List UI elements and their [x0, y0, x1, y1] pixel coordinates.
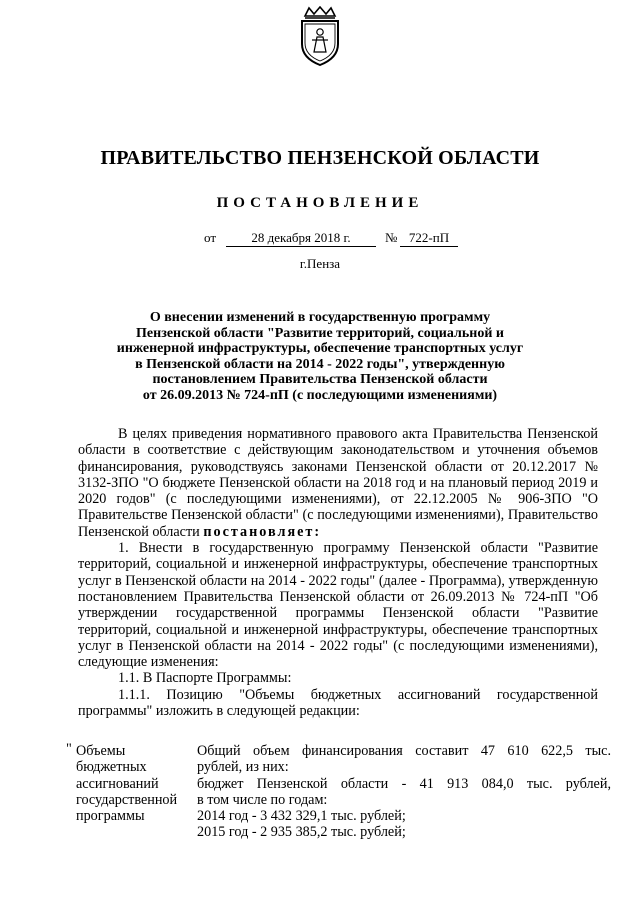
document-subject	[100, 310, 540, 404]
subject-line: Пензенской области "Развитие территорий, социальной и	[136, 325, 504, 341]
value-line: в том числе по годам:	[197, 791, 328, 808]
item-1-paragraph: 1. Внести в государственную программу Пензенской области "Развитие территорий, социальной и инженерной инфраструктуры, обеспечение транспортных услуг в Пензенской области на 2014 - 2022 годы" (далее - Программа), утвержденную постановлением Правительства Пензенской области от 26.09.2013 № 724-пП "Об утверждении государственной программы Пензенской области "Развитие территорий, социальной и инженерной инфраструктуры, обеспечение транспортных услуг в Пензенской области на 2014 - 2022 годы" (с последующими изменениями), следующие изменения:	[78, 540, 598, 671]
item-1-1-1-paragraph: 1.1.1. Позицию "Объемы бюджетных ассигнований государственной программы" изложить в следующей редакции:	[78, 686, 598, 720]
government-title: ПРАВИТЕЛЬСТВО ПЕНЗЕНСКОЙ ОБЛАСТИ	[100, 147, 540, 169]
document-number: 722-пП	[400, 230, 458, 247]
number-sign: №	[385, 230, 398, 245]
label-line: программы	[76, 808, 145, 825]
value-line: рублей, из них:	[197, 759, 289, 776]
decree-word: постановляет:	[203, 523, 322, 540]
document-date: 28 декабря 2018 г.	[226, 230, 376, 247]
item-1-1-paragraph: 1.1. В Паспорте Программы:	[118, 670, 292, 687]
value-line: 2015 год - 2 935 385,2 тыс. рублей;	[197, 824, 406, 841]
value-line: Общий объем финансирования составит 47 610 622,5 тыс.	[197, 743, 611, 759]
subject-line: О внесении изменений в государственную программу	[149, 310, 491, 325]
document-body	[78, 426, 598, 719]
preamble-text: В целях приведения нормативного правового акта Правительства Пензенской области в соответствие с действующим законодательством и уточнения объемов финансирования, руководствуясь законами Пензенской области от 20.12.2017 № 3132-ЗПО "О бюджете Пензенской области на 2018 год и на плановый период 2019 и 2020 годов" (с последующими изменениями), от 22.12.2005 № 906-ЗПО "О Правительстве Пензенской области" (с последующими изменениями), Правительство Пензенской области	[78, 426, 598, 540]
value-line: бюджет Пензенской области - 41 913 084,0 тыс. рублей,	[197, 775, 611, 792]
passport-field-value	[197, 743, 611, 841]
preamble-paragraph	[78, 426, 598, 540]
date-prefix: от	[204, 230, 217, 245]
label-line: ассигнований	[76, 775, 159, 792]
city: г.Пенза	[299, 256, 341, 271]
document-type: ПОСТАНОВЛЕНИЕ	[216, 195, 424, 211]
passport-field-label	[76, 743, 196, 824]
subject-line: инженерной инфраструктуры, обеспечение транспортных услуг	[116, 341, 524, 357]
subject-line: постановлением Правительства Пензенской области	[152, 372, 488, 388]
subject-line: от 26.09.2013 № 724-пП (с последующими изменениями)	[142, 387, 498, 403]
label-line: государственной	[76, 791, 178, 808]
subject-line: в Пензенской области на 2014 - 2022 годы", утвержденную	[135, 356, 505, 372]
label-line: бюджетных	[76, 759, 147, 776]
open-quote: "	[66, 741, 72, 757]
coat-of-arms-icon	[293, 6, 347, 68]
label-line: Объемы	[76, 743, 126, 759]
value-line: 2014 год - 3 432 329,1 тыс. рублей;	[197, 808, 406, 825]
